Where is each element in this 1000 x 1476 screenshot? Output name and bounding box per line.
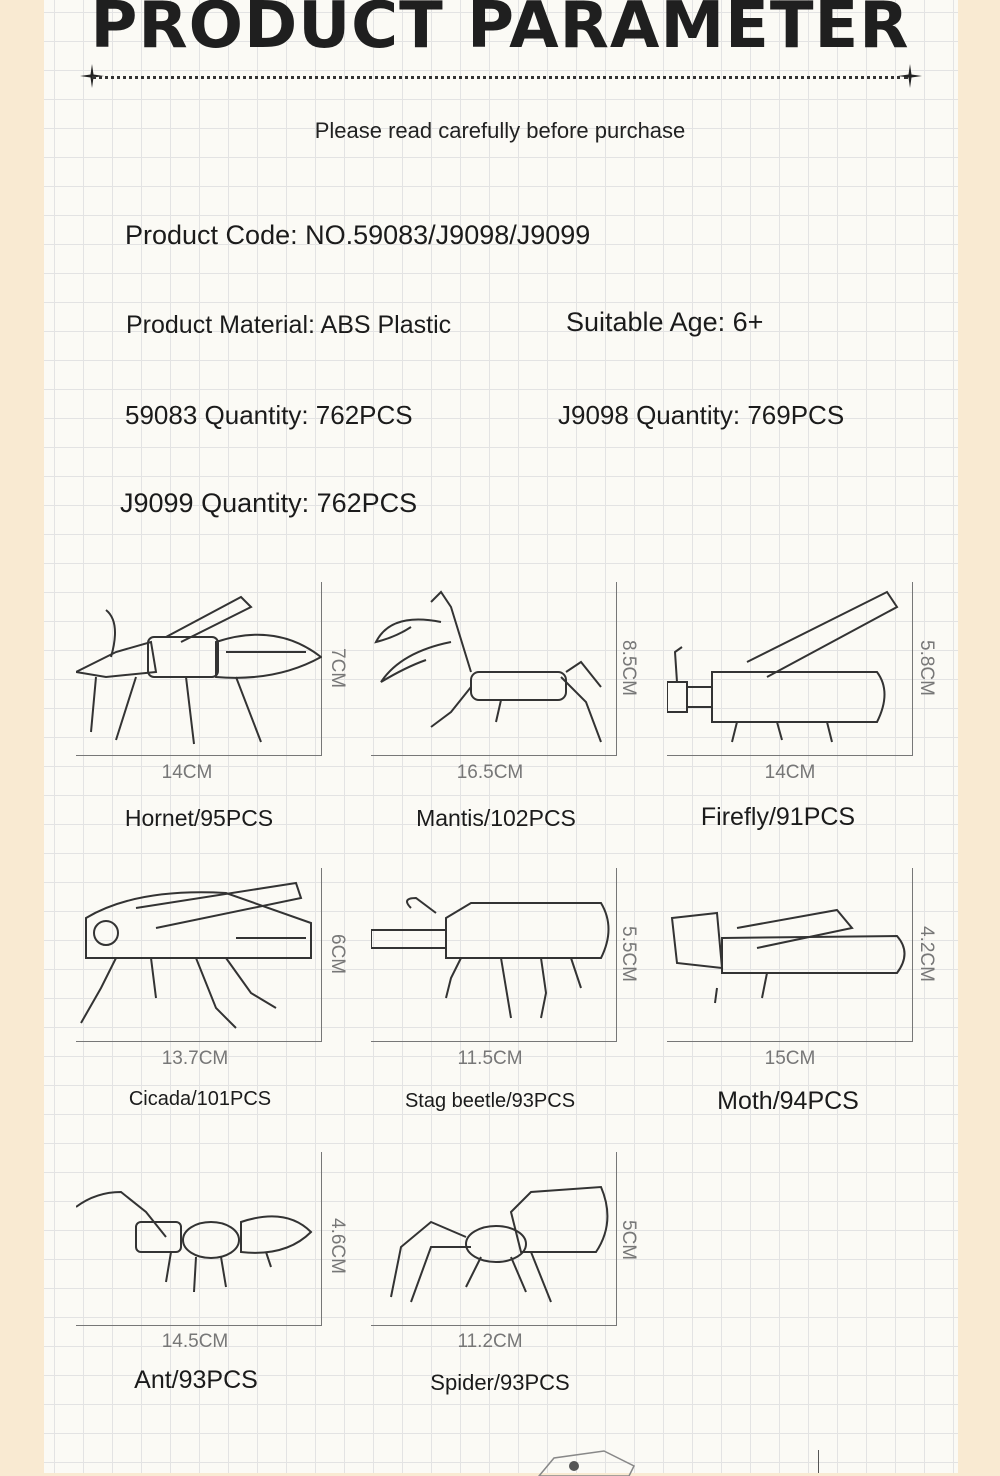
insect-name-ant: Ant/93PCS [134,1366,258,1394]
spider-icon [371,1152,617,1326]
width-label-firefly: 14CM [764,762,816,783]
insect-name-hornet: Hornet/95PCS [124,805,274,831]
stag-beetle-icon [371,868,617,1042]
width-label-moth: 15CM [764,1048,816,1069]
quantity-59083: 59083 Quantity: 762PCS [125,400,413,430]
width-label-mantis: 16.5CM [456,762,524,783]
height-label: 5.5CM [618,926,639,982]
cicada-icon [76,868,322,1042]
insect-card-ant [76,1152,348,1326]
quantity-j9098: J9098 Quantity: 769PCS [558,400,845,430]
mantis-icon [371,582,617,756]
height-label: 7CM [327,648,348,689]
product-code: Product Code: NO.59083/J9098/J9099 [125,220,591,250]
product-material: Product Material: ABS Plastic [126,311,452,339]
height-label: 8.5CM [618,640,639,696]
suitable-age: Suitable Age: 6+ [566,307,764,337]
divider-line [818,1450,819,1473]
insect-card-firefly [667,582,937,756]
insect-name-mantis: Mantis/102PCS [416,805,576,831]
height-label: 5.8CM [916,640,937,696]
width-label-ant: 14.5CM [161,1331,229,1352]
height-label: 4.6CM [327,1218,348,1274]
insect-name-firefly: Firefly/91PCS [700,803,856,831]
quantity-j9099: J9099 Quantity: 762PCS [120,488,418,518]
page-subtitle: Please read carefully before purchase [314,118,686,143]
width-label-hornet: 14CM [161,762,213,783]
insect-name-moth: Moth/94PCS [717,1087,859,1115]
dotted-divider [92,76,908,79]
insect-name-cicada: Cicada/101PCS [128,1088,272,1110]
moth-icon [667,868,913,1042]
insect-card-moth [667,868,937,1042]
hornet-icon [76,582,322,756]
height-label: 6CM [327,934,348,975]
next-product-peek-icon [534,1446,644,1476]
insect-card-hornet [76,582,348,756]
insect-name-stag-beetle: Stag beetle/93PCS [404,1090,576,1112]
width-label-cicada: 13.7CM [161,1048,229,1069]
ant-icon [76,1152,322,1326]
insect-card-stag-beetle [371,868,639,1042]
page-title: PRODUCT PARAMETER [90,0,910,63]
insect-card-spider [371,1152,639,1326]
firefly-icon [667,582,913,756]
width-label-spider: 11.2CM [457,1331,523,1352]
insect-card-cicada [76,868,348,1042]
width-label-stag-beetle: 11.5CM [457,1048,523,1069]
insect-card-mantis [371,582,639,756]
sparkle-right-icon [898,64,922,88]
height-label: 5CM [618,1220,639,1261]
height-label: 4.2CM [916,926,937,982]
insect-name-spider: Spider/93PCS [430,1370,570,1395]
